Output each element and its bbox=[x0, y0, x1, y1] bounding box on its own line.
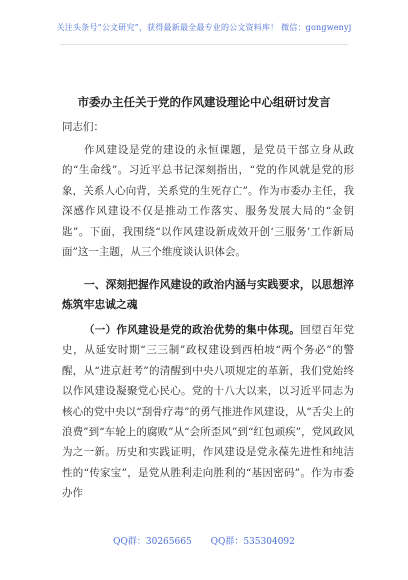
document-title: 市委办主任关于党的作风建设理论中心组研讨发言 bbox=[77, 95, 331, 109]
paragraph-1: 作风建设是党的建设的永恒课题，是党员干部立身从政的“生命线”。习近平总书记深刻指出，“党的作风就是党的形象，关系人心向背，关系党的生死存亡”。作为市委办主任，我深感作风建设不仅是推动工作落实、服务发展大局的“金钥匙”。下面，我围绕“以作风建设新成效开创‘三服务’工作新局面”这一主题，从三个维度谈认识体会。 bbox=[62, 144, 354, 259]
paragraph-2 bbox=[62, 320, 354, 504]
footer-qq-group-1: QQ群：30265665 bbox=[113, 537, 192, 547]
subheading-1: （一）作风建设是党的政治优势的集中体现。 bbox=[84, 324, 301, 336]
footer bbox=[0, 534, 408, 547]
paragraph-2-text: 回望百年党史，从延安时期“三三制”政权建设到西柏坡“两个务必”的警醒，从“进京赶考”的清醒到中央八项规定的革新，我们党始终以作风建设凝聚党心民心。党的十八大以来，以习近平同志为核心的党中央以“刮骨疗毒”的勇气推进作风建设，从“舌尖上的浪费”到“车轮上的腐败”从“会所歪风”到“红包顽疾”，党风政风为之一新。历史和实践证明，作风建设是党永葆先进性和纯洁性的“传家宝”，是党从胜利走向胜利的“基因密码”。作为市委办作 bbox=[62, 324, 354, 500]
greeting: 同志们： bbox=[62, 121, 104, 133]
header-divider bbox=[60, 44, 348, 45]
header-banner: 关注头条号“公文研究”，获得最新最全最专业的公文资料库！ 微信：gongwenyj bbox=[56, 23, 352, 32]
footer-qq-group-2: QQ群：535304092 bbox=[210, 537, 295, 547]
section-heading-1: 一、深刻把握作风建设的政治内涵与实践要求，以思想淬炼筑牢忠诚之魂 bbox=[62, 278, 354, 311]
